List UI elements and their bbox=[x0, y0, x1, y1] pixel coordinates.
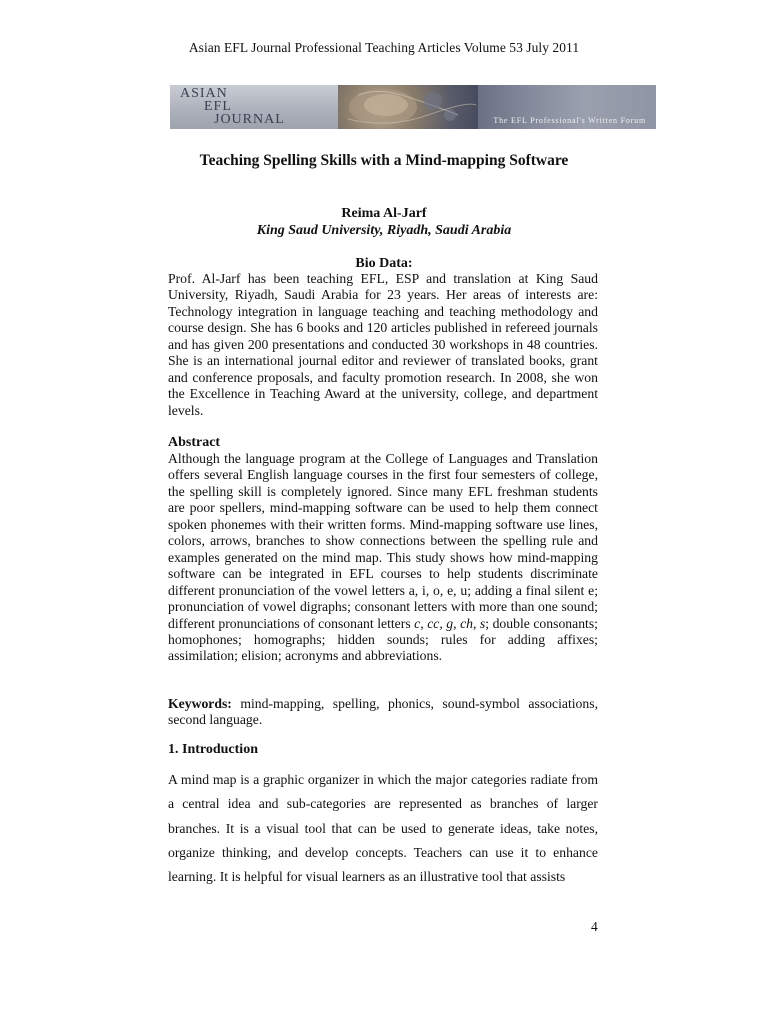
abstract-text-part1: Although the language program at the College of Languages and Translation offers several English language courses in the first four semesters of college, the spelling skill is completely ignored. Since many EFL freshman students are poor spellers, mind-mapping software can be used to help them connect spoken phonemes with their written forms. Mind-mapping software use lines, colors, arrows, branches to show connections between the spelling rule and examples generated on the mind map. This study shows how mind-mapping software can be integrated in EFL courses to help students discriminate different pronunciation of the vowel letters a, i, o, e, u; adding a final silent e; pronunciation of vowel digraphs; consonant letters with more than one sound; different pronunciations of consonant letters bbox=[168, 451, 598, 631]
introduction-paragraph bbox=[168, 768, 598, 889]
logo-line-efl: EFL bbox=[204, 99, 232, 114]
logo-line-asian: ASIAN bbox=[180, 86, 228, 101]
running-header: Asian EFL Journal Professional Teaching Articles Volume 53 July 2011 bbox=[188, 40, 580, 55]
abstract-consonant-letters: c, cc, g, ch, s bbox=[414, 615, 486, 631]
journal-banner bbox=[170, 85, 656, 129]
bio-data-paragraph bbox=[168, 271, 598, 419]
banner-tagline-strip bbox=[478, 85, 656, 129]
author-name: Reima Al-Jarf bbox=[341, 206, 427, 221]
keywords-paragraph bbox=[168, 696, 598, 729]
introduction-heading: 1. Introduction bbox=[168, 742, 258, 757]
logo-line-journal: JOURNAL bbox=[214, 112, 285, 127]
abstract-heading: Abstract bbox=[168, 435, 221, 450]
bio-data-heading: Bio Data: bbox=[355, 256, 413, 271]
abstract-text-part2: ; double consonants; homophones; homographs; hidden sounds; rules for adding affixes; assimilation; elision; acronyms and abbreviations. bbox=[168, 615, 598, 664]
banner-tagline: The EFL Professional's Written Forum bbox=[493, 116, 646, 125]
author-affiliation: King Saud University, Riyadh, Saudi Arabia bbox=[256, 223, 512, 238]
journal-logo bbox=[170, 85, 338, 129]
banner-map-artwork bbox=[338, 85, 478, 129]
page-number: 4 bbox=[591, 919, 598, 934]
abstract-paragraph bbox=[168, 451, 598, 665]
bio-data-text: Prof. Al-Jarf has been teaching EFL, ESP and translation at King Saud University, Riyadh, Saudi Arabia for 23 years. Her areas of interests are: Technology integration in language teaching and teaching methodology and course design. She has 6 books and 120 articles published in refereed journals and has given 200 presentations and conducted 30 workshops in 48 countries. She is an international journal editor and reviewer of translated books, grant and conference proposals, and faculty promotion research. In 2008, she won the Excellence in Teaching Award at the university, college, and department levels. bbox=[168, 271, 598, 418]
keywords-label: Keywords: bbox=[168, 696, 232, 711]
keywords-text: mind-mapping, spelling, phonics, sound-symbol associations, second language. bbox=[168, 696, 598, 728]
introduction-text: A mind map is a graphic organizer in which the major categories radiate from a central idea and sub-categories are represented as branches of larger branches. It is a visual tool that can be used to generate ideas, take notes, organize thinking, and develop concepts. Teachers can use it to enhance learning. It is helpful for visual learners as an illustrative tool that assists bbox=[168, 772, 598, 885]
paper-title: Teaching Spelling Skills with a Mind-mapping Software bbox=[199, 152, 569, 169]
